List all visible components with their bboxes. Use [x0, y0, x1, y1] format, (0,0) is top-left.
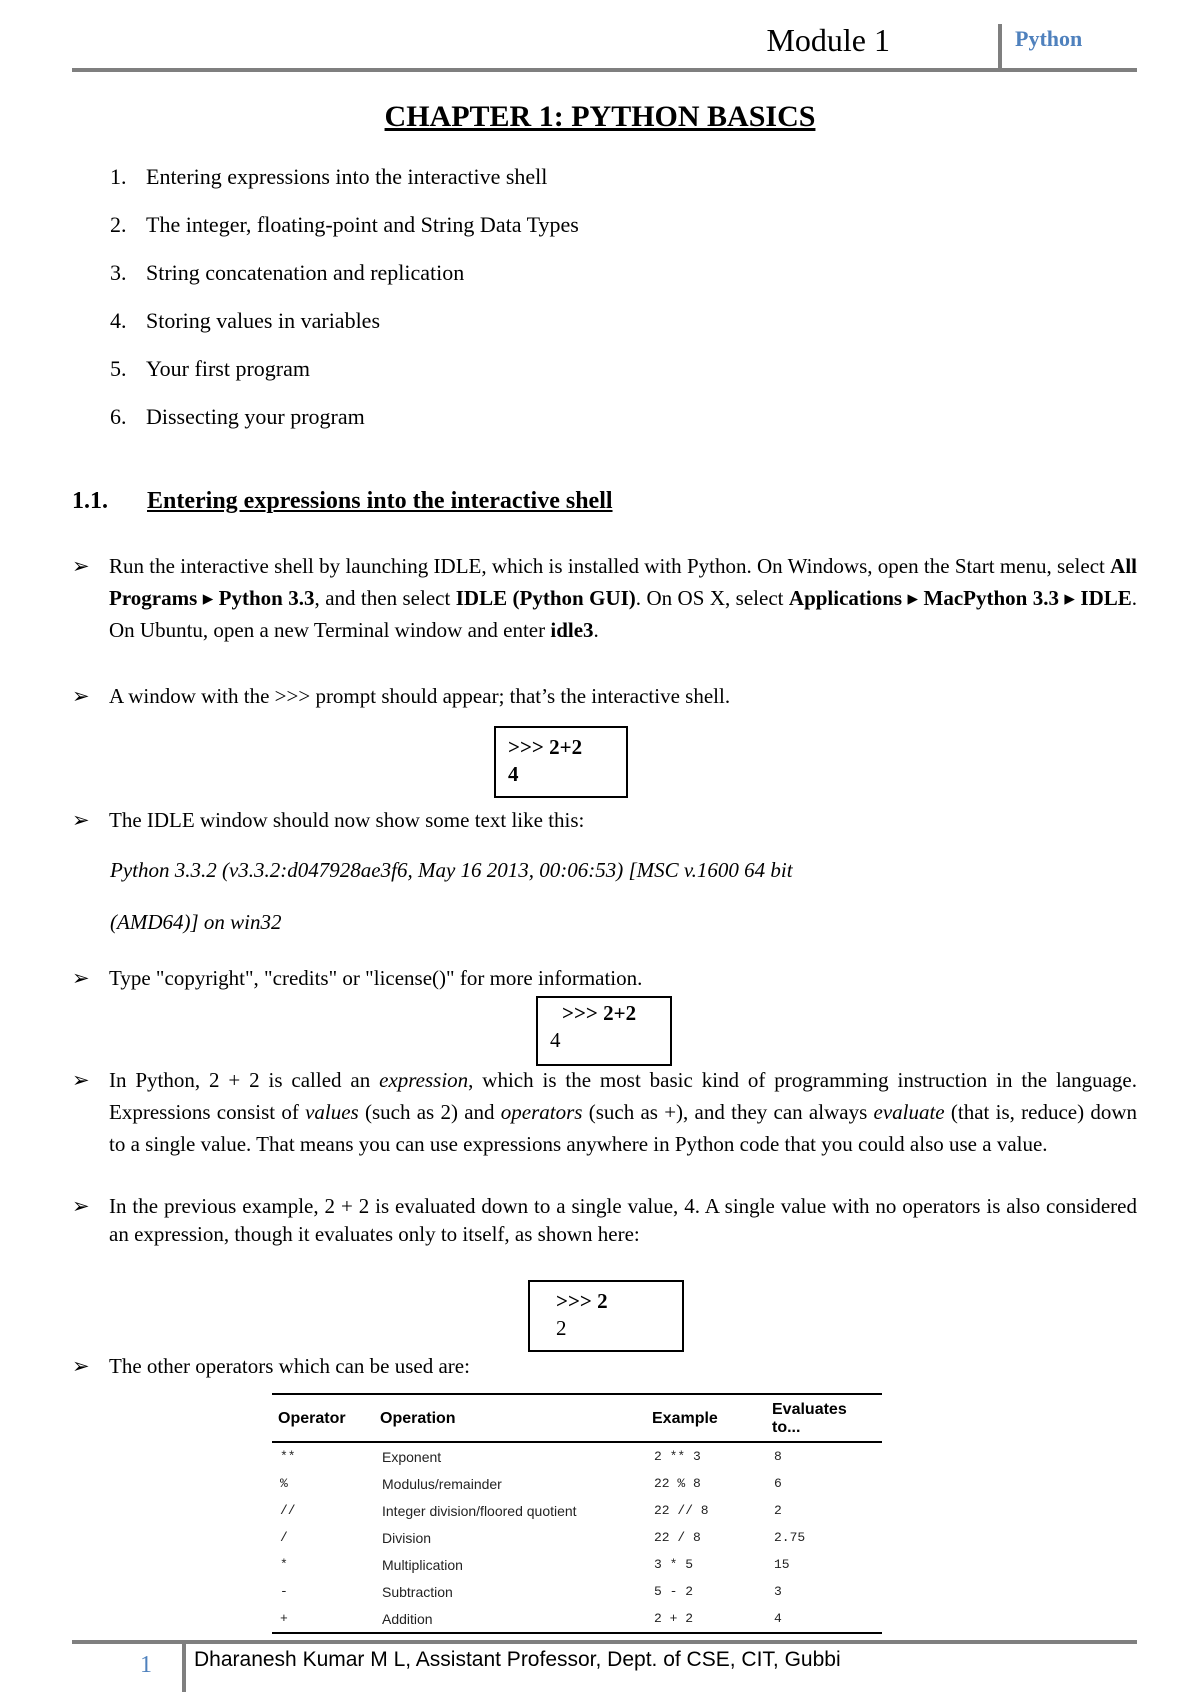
column-header: Evaluates to...	[766, 1394, 882, 1442]
section-heading: 1.1. Entering expressions into the interactive shell	[72, 488, 613, 514]
page-number: 1	[140, 1652, 152, 1678]
bullet-arrow-icon: ➢	[72, 1194, 90, 1218]
header-subject-label: Python	[1015, 26, 1083, 51]
footer-author: Dharanesh Kumar M L, Assistant Professor, Dept. of CSE, CIT, Gubbi	[194, 1648, 841, 1671]
idle-banner-line: (AMD64)] on win32	[110, 910, 282, 934]
bullet-arrow-icon: ➢	[72, 1068, 90, 1092]
footer-rule	[72, 1640, 1137, 1644]
bullet-arrow-icon: ➢	[72, 1354, 90, 1378]
header-separator	[998, 24, 1002, 72]
bullet-arrow-icon: ➢	[72, 808, 90, 832]
toc-item: 5. Your first program	[110, 356, 310, 381]
column-header: Example	[646, 1394, 766, 1442]
toc-item: 2. The integer, floating-point and String Data Types	[110, 212, 579, 237]
table-row: - Subtraction 5 - 2 3	[280, 1583, 782, 1600]
chapter-title: CHAPTER 1: PYTHON BASICS	[384, 100, 816, 133]
bullet-idle-text: ➢ The IDLE window should now show some text like this:	[72, 804, 1137, 836]
code-box-2plus2-result: >>> 2+2 4	[536, 996, 672, 1066]
toc-item: 6. Dissecting your program	[110, 404, 365, 429]
toc-item: 4. Storing values in variables	[110, 308, 381, 333]
bullet-expression: ➢ In Python, 2 + 2 is called an expression, which is the most basic kind of programming instruction in the language. Expressions consist of values (such as 2) and operators (such as +), and they can always evaluate (that is, reduce) down to a single value. That means you can use expressions anywhere in Python code that you could also use a value.	[72, 1064, 1137, 1160]
header-module-label: Module 1	[766, 22, 890, 58]
table-header-row	[272, 1394, 882, 1442]
table-row: * Multiplication 3 * 5 15	[280, 1556, 790, 1573]
table-row: / Division 22 / 8 2.75	[280, 1529, 806, 1546]
bullet-single-value: ➢ In the previous example, 2 + 2 is evaluated down to a single value, 4. A single value with no operators is also considered an expression, though it evaluates only to itself, as shown here:	[72, 1194, 1137, 1246]
table-row: // Integer division/floored quotient 22 // 8 2	[280, 1502, 782, 1519]
bullet-prompt-appear: ➢ A window with the >>> prompt should appear; that’s the interactive shell.	[72, 680, 1137, 712]
table-row: % Modulus/remainder 22 % 8 6	[280, 1475, 782, 1492]
code-box-2plus2: >>> 2+2 4	[494, 726, 628, 798]
operator-table	[272, 1393, 882, 1634]
column-header: Operator	[272, 1394, 374, 1442]
idle-banner-line: Python 3.3.2 (v3.3.2:d047928ae3f6, May 16 2013, 00:06:53) [MSC v.1600 64 bit	[110, 858, 793, 882]
toc-item: 1. Entering expressions into the interactive shell	[110, 164, 548, 189]
column-header: Operation	[374, 1394, 646, 1442]
code-box-2: >>> 2 2	[528, 1280, 684, 1352]
bullet-arrow-icon: ➢	[72, 966, 90, 990]
bullet-copyright: ➢ Type "copyright", "credits" or "license()" for more information.	[72, 962, 1137, 994]
toc-item: 3. String concatenation and replication	[110, 260, 465, 285]
bullet-arrow-icon: ➢	[72, 684, 90, 708]
table-row: + Addition 2 + 2 4	[272, 1605, 882, 1633]
bullet-other-operators: ➢ The other operators which can be used are:	[72, 1350, 1137, 1382]
bullet-launch-idle: ➢ Run the interactive shell by launching IDLE, which is installed with Python. On Windows, open the Start menu, select All Programs ▸ Python 3.3, and then select IDLE (Python GUI). On OS X, select Applications ▸ MacPython 3.3 ▸ IDLE. On Ubuntu, open a new Terminal window and enter idle3.	[72, 550, 1137, 646]
header-rule	[72, 68, 1137, 72]
footer-separator	[182, 1640, 186, 1692]
bullet-arrow-icon: ➢	[72, 554, 90, 578]
table-row: ** Exponent 2 ** 3 8	[280, 1448, 782, 1465]
